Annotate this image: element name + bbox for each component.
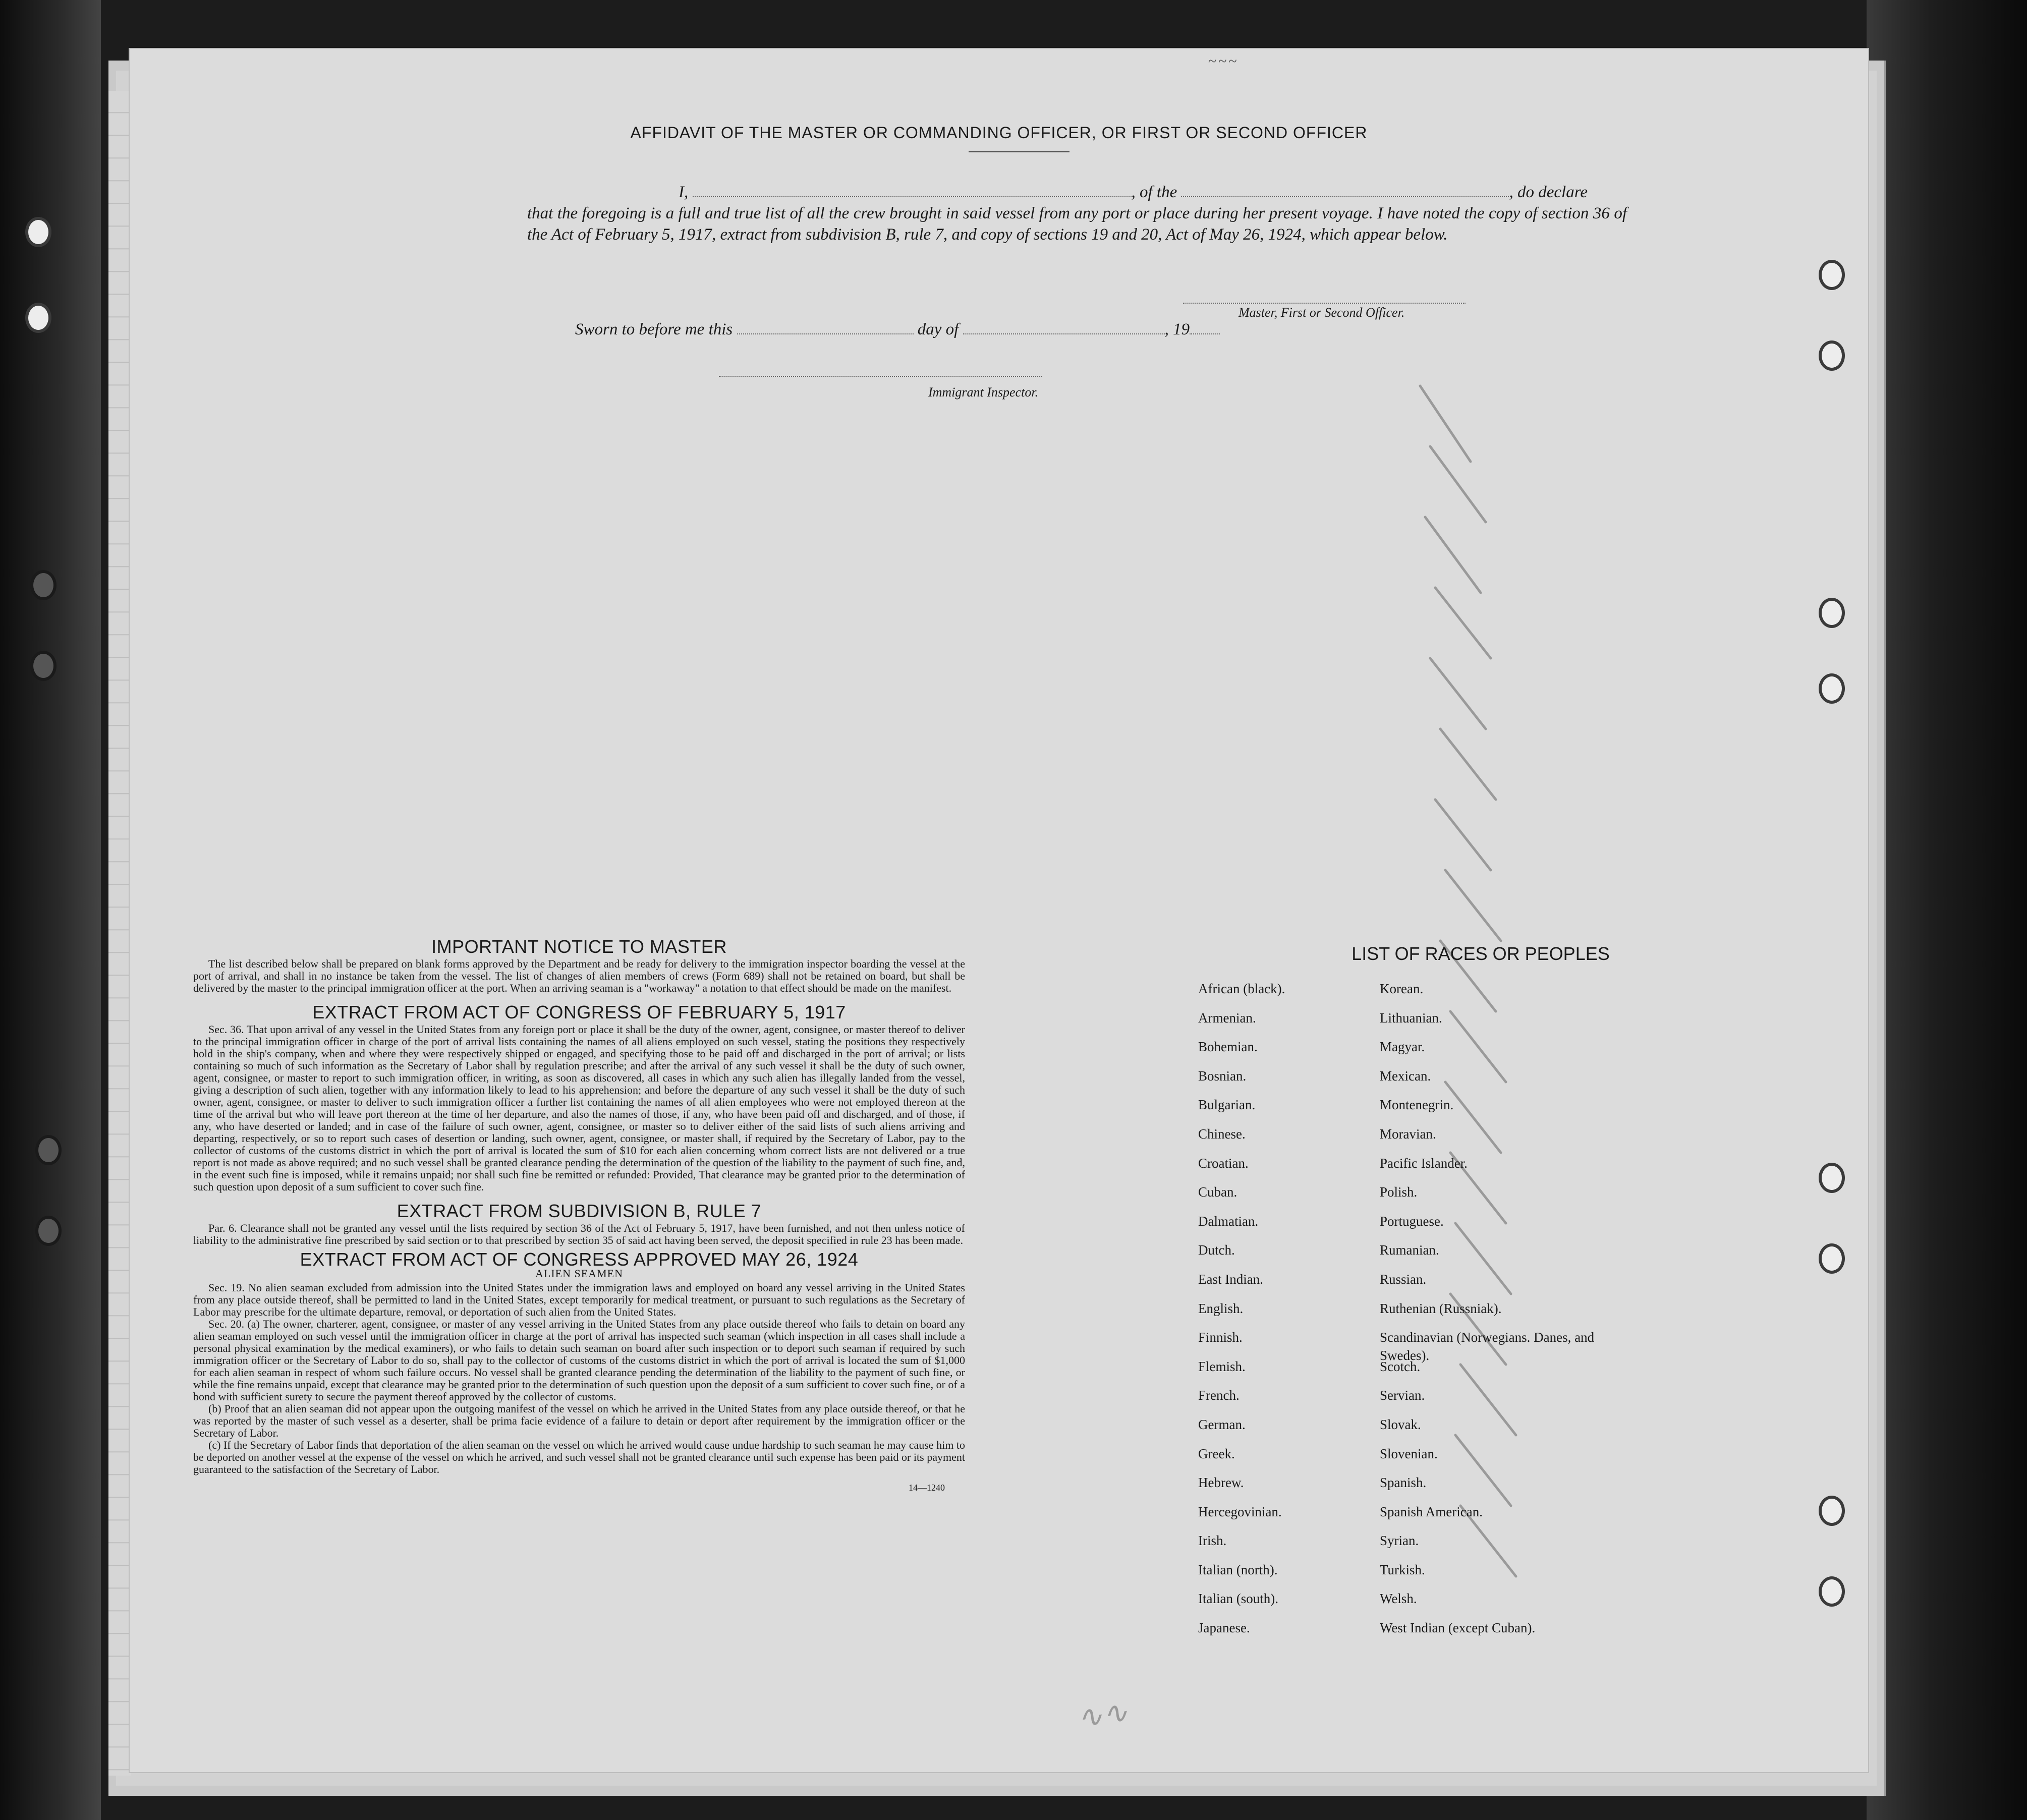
signature-caption: Master, First or Second Officer.	[1238, 305, 1405, 320]
declaration-of: , of the	[1131, 183, 1177, 201]
race-item: Spanish American.	[1380, 1504, 1483, 1519]
race-item: West Indian (except Cuban).	[1380, 1620, 1536, 1636]
sworn-start: Sworn to before me this	[575, 320, 733, 338]
race-item: Pacific Islander.	[1380, 1155, 1468, 1171]
race-item: Irish.	[1198, 1533, 1227, 1549]
day-blank[interactable]	[737, 321, 914, 334]
race-item: Italian (south).	[1198, 1591, 1278, 1607]
sworn-day-of: day of	[917, 320, 959, 338]
race-item: Magyar.	[1380, 1039, 1425, 1055]
binder-hole	[1819, 1163, 1845, 1193]
race-item: East Indian.	[1198, 1271, 1263, 1287]
race-item: Dalmatian.	[1198, 1213, 1259, 1229]
race-item: Croatian.	[1198, 1155, 1249, 1171]
notice-text: The list described below shall be prepared on blank forms approved by the Department and be ready for delivery to the immigration inspector boarding the vessel at the port of arrival, and shall in no instance be taken from the vessel. The list of changes of alien members of crews (Form 689) shall not be retained on board, but shall be delivered by the master to the principal immigration officer at the port. When an arriving seaman is a "workaway" a notation to that effect should be made on the manifest.	[193, 957, 965, 994]
race-item: Scandinavian (Norwegians. Danes, and Swedes).	[1380, 1330, 1595, 1363]
form-number: 14—1240	[909, 1483, 945, 1493]
extract-rule7-text: Par. 6. Clearance shall not be granted any vessel until the lists required by section 36 of the Act of February 5, 1917, have been furnished, and not then unless notice of liability to the administrative fine prescribed by said section or to that prescribed by section 35 of said act having been served, the deposit specified in rule 23 has been made.	[193, 1222, 965, 1246]
race-item: Chinese.	[1198, 1126, 1246, 1142]
race-item: Ruthenian (Russniak).	[1380, 1300, 1502, 1316]
month-blank[interactable]	[963, 321, 1165, 334]
race-item: Syrian.	[1380, 1533, 1419, 1549]
race-item: Portuguese.	[1380, 1213, 1444, 1229]
binder-hole	[1819, 598, 1845, 628]
race-item: Slovak.	[1380, 1416, 1421, 1432]
affidavit-declaration	[527, 182, 1627, 245]
race-item: English.	[1198, 1300, 1244, 1316]
binder-hole	[30, 651, 57, 681]
binder-hole	[35, 1216, 62, 1246]
extract-1917-text: Sec. 36. That upon arrival of any vessel in the United States from any foreign port or place it shall be the duty of the owner, agent, consignee, or master thereof to deliver to the principal immigration officer in charge of the port of arrival lists containing the names of all aliens employed on such vessel, stating the positions they respectively hold in the ship's company, when and where they were respectively shipped or engaged, and specifying those to be paid off and discharged in the port of arrival; or lists containing so much of such information as the Secretary of Labor shall by regulation prescribe; and after the arrival of any such vessel it shall be the duty of such owner, agent, consignee, or master to report to such immigration officer, in writing, as soon as discovered, all cases in which any such alien has illegally landed from the vessel, giving a description of such alien, together with any information likely to lead to his apprehension; and before the departure of any such vessel it shall be the duty of such owner, agent, consignee, or master to deliver to such immigration officer a further list containing the names of all alien employees who were not employed thereon at the time of the arrival but who will leave port thereon at the time of her departure, and also the names of those, if any, who have been paid off and discharged, and of those, if any, who have deserted or landed; and in case of the failure of such owner, agent, consignee, or master so to deliver either of the said lists of such aliens arriving and departing, respectively, or so to report such cases of desertion or landing, such owner, agent, consignee, or master shall, if required by the Secretary of Labor, pay to the collector of customs of the customs district in which the port of arrival is located the sum of $10 for each alien concerning whom correct lists are not delivered or a true report is not made as above required; and no such vessel shall be granted clearance pending the determination of the question of the liability to the payment of such fine, and, in the event such fine is imposed, while it remains unpaid; nor shall such fine be remitted or refunded: Provided, That clearance may be granted prior to the determination of such question upon deposit of a sum sufficient to cover such fine.	[193, 1023, 965, 1193]
year-blank[interactable]	[1190, 321, 1220, 334]
binder-hole	[25, 217, 51, 247]
race-item: Russian.	[1380, 1271, 1427, 1287]
binder-hole	[30, 570, 57, 600]
scan-background-left	[0, 0, 101, 1820]
binder-hole	[1819, 673, 1845, 704]
binder-hole	[25, 303, 51, 333]
race-item: Japanese.	[1198, 1620, 1250, 1636]
race-item: Flemish.	[1198, 1358, 1246, 1374]
binder-hole	[1819, 1243, 1845, 1274]
name-blank[interactable]	[693, 184, 1132, 197]
declaration-start: I,	[679, 183, 689, 201]
race-item: Dutch.	[1198, 1242, 1235, 1258]
inspector-caption: Immigrant Inspector.	[928, 385, 1039, 400]
race-item: Bulgarian.	[1198, 1097, 1256, 1113]
races-list	[1198, 943, 1793, 1648]
race-item: Montenegrin.	[1380, 1097, 1454, 1113]
extract-1924-sec20c: (c) If the Secretary of Labor finds that deportation of the alien seaman on the vessel on which he arrived would cause undue hardship to such seaman he may cause him to be deported on another vessel at the expense of the vessel on which he arrived, and such vessel shall not be granted clearance until such expense has been paid or its payment guaranteed to the satisfaction of the Secretary of Labor.	[193, 1439, 965, 1475]
race-item: Cuban.	[1198, 1184, 1237, 1200]
race-item: Mexican.	[1380, 1068, 1431, 1084]
race-item: Armenian.	[1198, 1010, 1256, 1026]
inspector-signature-line[interactable]	[719, 376, 1042, 377]
races-grid	[1198, 980, 1793, 1648]
race-item: Bohemian.	[1198, 1039, 1258, 1055]
sworn-year: , 19	[1164, 320, 1190, 338]
race-item: Greek.	[1198, 1446, 1235, 1461]
notice-title: IMPORTANT NOTICE TO MASTER	[431, 936, 727, 957]
extract-1924-sec20a: Sec. 20. (a) The owner, charterer, agent, consignee, or master of any vessel arriving in the United States from any place outside thereof who fails to detain on board any alien seaman employed on such vessel until the immigration officer in charge at the port of arrival has inspected such seaman (which inspection in all cases shall include a personal physical examination by the medical examiners), or who fails to detain such seaman on board after such inspection or to deport such seaman if required by such immigration officer or the Secretary of Labor to do so, shall pay to the collector of customs of the customs district in which the port of arrival is located the sum of $1,000 for each alien seaman in respect of whom such failure occurs. No vessel shall be granted clearance pending the determination of the liability to the payment of such fine, or while the fine remains unpaid, except that clearance may be granted prior to the determination of such question upon the deposit of a sum sufficient to cover such fine, or of a bond with sufficient surety to secure the payment thereof approved by the collector of customs.	[193, 1318, 965, 1403]
race-item: Moravian.	[1380, 1126, 1436, 1142]
binder-hole	[35, 1135, 62, 1165]
binder-hole	[1819, 260, 1845, 290]
races-title: LIST OF RACES OR PEOPLES	[1352, 943, 1610, 964]
extract-1924-title: EXTRACT FROM ACT OF CONGRESS APPROVED MAY 26, 1924	[300, 1249, 859, 1270]
race-item: Lithuanian.	[1380, 1010, 1442, 1026]
binder-hole	[1819, 1576, 1845, 1607]
race-item: Finnish.	[1198, 1330, 1243, 1345]
scan-background-right	[1867, 0, 2027, 1820]
declaration-end: , do declare	[1509, 183, 1588, 201]
race-item: Hercegovinian.	[1198, 1504, 1282, 1519]
legal-notices	[193, 936, 965, 1494]
extract-1924-subtitle: ALIEN SEAMEN	[535, 1267, 623, 1280]
ruled-page-edge	[108, 91, 131, 1776]
title-rule	[969, 151, 1069, 152]
race-item: Rumanian.	[1380, 1242, 1439, 1258]
race-item: Bosnian.	[1198, 1068, 1247, 1084]
race-item: Polish.	[1380, 1184, 1418, 1200]
binder-hole	[1819, 1496, 1845, 1526]
race-item: Italian (north).	[1198, 1562, 1278, 1577]
race-item: Slovenian.	[1380, 1446, 1438, 1461]
race-item: Korean.	[1380, 981, 1424, 996]
race-item: Welsh.	[1380, 1591, 1417, 1607]
signature-line[interactable]	[1183, 303, 1466, 304]
form-page	[129, 48, 1869, 1773]
race-item: Scotch.	[1380, 1358, 1421, 1374]
affidavit-title: AFFIDAVIT OF THE MASTER OR COMMANDING OFFICER, OR FIRST OR SECOND OFFICER	[630, 124, 1368, 142]
race-item: French.	[1198, 1388, 1240, 1403]
declaration-text: that the foregoing is a full and true list of all the crew brought in said vessel from any port or place during her present voyage. I have noted the copy of section 36 of the Act of February 5, 1917, extract from subdivision B, rule 7, and copy of sections 19 and 20, Act of May 26, 1924, which appear below.	[527, 204, 1627, 244]
race-item: German.	[1198, 1416, 1246, 1432]
binder-hole	[1819, 340, 1845, 371]
race-item: Hebrew.	[1198, 1475, 1244, 1491]
race-item: African (black).	[1198, 981, 1285, 996]
extract-rule7-title: EXTRACT FROM SUBDIVISION B, RULE 7	[397, 1201, 762, 1221]
race-item: Spanish.	[1380, 1475, 1427, 1491]
extract-1917-title: EXTRACT FROM ACT OF CONGRESS OF FEBRUARY 5, 1917	[312, 1002, 846, 1022]
pencil-scribble: ∿∿	[1075, 1695, 1130, 1735]
race-item: Servian.	[1380, 1388, 1425, 1403]
extract-1924-sec19: Sec. 19. No alien seaman excluded from admission into the United States under the immigration laws and employed on board any vessel arriving in the United States from any place outside thereof, shall be permitted to land in the United States, except temporarily for medical treatment, or pursuant to such regulations as the Secretary of Labor may prescribe for the ultimate departure, removal, or deportation of such alien from the United States.	[193, 1281, 965, 1318]
extract-1924-sec20b: (b) Proof that an alien seaman did not appear upon the outgoing manifest of the vessel on which he arrived in the United States from any place outside thereof, or that he was reported by the master of such vessel as a deserter, shall be prima facie evidence of a failure to detain or deport after requirement by the immigration officer or the Secretary of Labor.	[193, 1402, 965, 1439]
page-mark: ~~~	[1208, 53, 1239, 70]
sworn-statement	[575, 320, 1220, 339]
vessel-blank[interactable]	[1181, 184, 1509, 197]
race-item: Turkish.	[1380, 1562, 1425, 1577]
